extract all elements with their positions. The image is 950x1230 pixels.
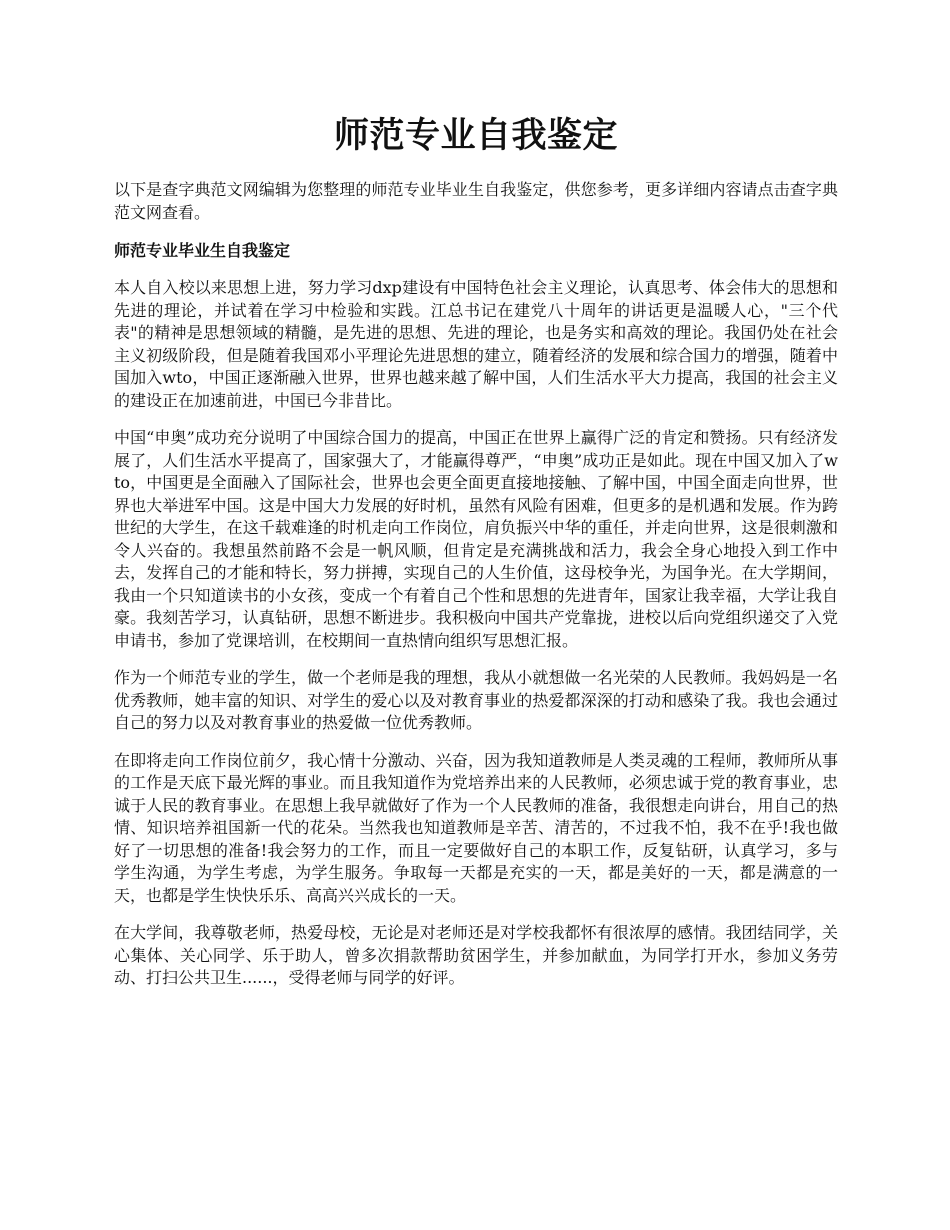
document-title: 师范专业自我鉴定 (333, 115, 618, 156)
body-paragraph-4: 在即将走向工作岗位前夕，我心情十分激动、兴奋，因为我知道教师是人类灵魂的工程师，教师所从事的工作是天底下最光辉的事业。而且我知道作为党培养出来的人民教师，必须忠诚于党的教育事业，忠诚于人民的教育事业。在思想上我早就做好了作为一个人民教师的准备，我很想走向讲台，用自己的热情、知识培养祖国新一代的花朵。当然我也知道教师是辛苦、清苦的，不过我不怕，我不在乎!我也做好了一切思想的准备!我会努力的工作，而且一定要做好自己的本职工作，反复钻研，认真学习，多与学生沟通，为学生考虑，为学生服务。争取每一天都是充实的一天，都是美好的一天，都是满意的一天，也都是学生快快乐乐、高高兴兴成长的一天。 (114, 750, 838, 905)
body-paragraph-3: 作为一个师范专业的学生，做一个老师是我的理想，我从小就想做一名光荣的人民教师。我妈妈是一名优秀教师，她丰富的知识、对学生的爱心以及对教育事业的热爱都深深的打动和感染了我。我也会通过自己的努力以及对教育事业的热爱做一位优秀教师。 (114, 668, 838, 732)
body-paragraph-5: 在大学间，我尊敬老师，热爱母校，无论是对老师还是对学校我都怀有很浓厚的感情。我团结同学，关心集体、关心同学、乐于助人，曾多次捐款帮助贫困学生，并参加献血，为同学打开水，参加义务劳动、打扫公共卫生......，受得老师与同学的好评。 (114, 923, 838, 987)
document-page (114, 108, 838, 1005)
section-heading: 师范专业毕业生自我鉴定 (114, 241, 291, 260)
body-paragraph-2: 中国“申奥”成功充分说明了中国综合国力的提高，中国正在世界上赢得广泛的肯定和赞扬。只有经济发展了，人们生活水平提高了，国家强大了，才能赢得尊严，“申奥”成功正是如此。现在中国又加入了wto，中国更是全面融入了国际社会，世界也会更全面更直接地接触、了解中国，中国全面走向世界，世界也大举进军中国。这是中国大力发展的好时机，虽然有风险有困难，但更多的是机遇和发展。作为跨世纪的大学生，在这千载难逢的时机走向工作岗位，肩负振兴中华的重任，并走向世界，这是很刺激和令人兴奋的。我想虽然前路不会是一帆风顺，但肯定是充满挑战和活力，我会全身心地投入到工作中去，发挥自己的才能和特长，努力拼搏，实现自己的人生价值，这母校争光，为国争光。在大学期间，我由一个只知道读书的小女孩，变成一个有着自己个性和思想的先进青年，国家让我幸福，大学让我自豪。我刻苦学习，认真钻研，思想不断进步。我积极向中国共产党靠拢，进校以后向党组织递交了入党申请书，参加了党课培训，在校期间一直热情向组织写思想汇报。 (114, 428, 838, 650)
intro-paragraph: 以下是查字典范文网编辑为您整理的师范专业毕业生自我鉴定，供您参考，更多详细内容请点击查字典范文网查看。 (114, 180, 838, 222)
body-paragraph-1: 本人自入校以来思想上进，努力学习dxp建设有中国特色社会主义理论，认真思考、体会伟大的思想和先进的理论，并试着在学习中检验和实践。江总书记在建党八十周年的讲话更是温暖人心，"三个代表"的精神是思想领域的精髓，是先进的思想、先进的理论，也是务实和高效的理论。我国仍处在社会主义初级阶段，但是随着我国邓小平理论先进思想的建立，随着经济的发展和综合国力的增强，随着中国加入wto，中国正逐渐融入世界，世界也越来越了解中国，人们生活水平大力提高，我国的社会主义的建设正在加速前进，中国已今非昔比。 (114, 278, 838, 410)
